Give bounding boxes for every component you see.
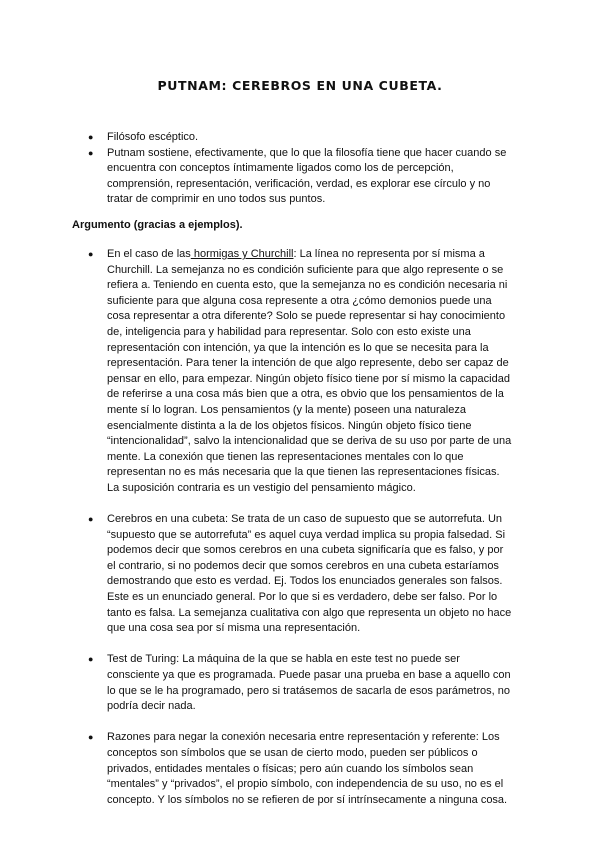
bullet-icon: ●: [88, 147, 94, 158]
bullet-icon: ●: [88, 732, 94, 743]
list-item: [0, 130, 600, 146]
list-item-text: Razones para negar la conexión necesaria entre representación y referente: Los conceptos son símbolos que se usan de cierto modo, pueden ser públicos o privados, entidades mentales o físicas; pero aún cuando los símbolos sean “mentales” y “privados”, el propio símbolo, con independencia de su uso, no es el concepto. Y los símbolos no se refieren de por sí intrínsecamente a ninguna cosa.: [107, 731, 508, 806]
list-item-text: Filósofo escéptico.: [107, 131, 199, 143]
list-item: [0, 652, 600, 714]
bullet-icon: ●: [88, 132, 94, 142]
list-item: [0, 512, 600, 637]
bullet-icon: ●: [88, 249, 94, 259]
bullet-icon: ●: [88, 514, 94, 525]
list-item: [0, 146, 600, 208]
section-heading: Argumento (gracias a ejemplos).: [72, 219, 243, 231]
list-item: [0, 247, 600, 497]
list-item-text: Putnam sostiene, efectivamente, que lo que la filosofía tiene que hacer cuando se encuentra con conceptos íntimamente ligados como los de percepción, comprensión, representación, verificación, verdad, es explorar ese círculo y no tratar de comprimir en uno todos sus puntos.: [107, 146, 507, 206]
list-item-text: : La línea no representa por sí misma a Churchill. La semejanza no es condición suficiente para que algo represente o se refiera a. Teniendo en cuenta esto, que la semejanza no es condición necesaria ni suficiente para que alguna cosa represente a otra ¿cómo demonios puede una cosa representar a otra diferente? Solo se puede representar si hay conocimiento de, inteligencia para y habilidad para representar. Solo con esto existe una representación con intención, ya que la intención es lo que se necesita para la representación. Para tener la intención de que algo represente, debo ser capaz de pensar en ello, para empezar. Ningún objeto físico tiene por sí mismo la capacidad de referirse a una cosa más bien que a otra, es obvio que los pensamientos de la mente sí lo logran. Los pensamientos (y la mente) poseen una naturaleza esencialmente distinta a la de los objetos físicos. Ningún objeto físico tiene “intencionalidad”, salvo la intencionalidad que se deriva de su uso por parte de una mente. La conexión que tienen las representaciones mentales con lo que representan no es más necesaria que la que tienen las representaciones físicas. La suposición contraria es un vestigio del pensamiento mágico.: [107, 248, 512, 494]
page-title: PUTNAM: CEREBROS EN UNA CUBETA.: [157, 78, 443, 93]
list-item-text: Cerebros en una cubeta: Se trata de un caso de supuesto que se autorrefuta. Un “supuesto que se autorrefuta” es aquel cuya verdad implica su propia falsedad. Si podemos decir que somos cerebros en una cubeta significaría que es falso, y por el contrario, si no podemos decir que somos cerebros en una cubeta estaríamos demostrando que esto es verdad. Ej. Todos los enunciados generales son falsos. Este es un enunciado general. Por lo que si es verdadero, debe ser falso. Por lo tanto es falsa. La semejanza cualitativa con algo que representa un objeto no hace que una cosa sea por sí misma una representación.: [107, 513, 512, 635]
list-item: [0, 730, 600, 808]
list-item-text: Test de Turing: La máquina de la que se habla en este test no puede ser consciente ya que es programada. Puede pasar una prueba en base a aquello con lo que se le ha programado, pero si tratásemos de sacarla de esos parámetros, no podría decir nada.: [107, 653, 511, 713]
bullet-icon: ●: [88, 654, 94, 665]
list-item-text: En el caso de las: [107, 248, 191, 260]
intro-list: [0, 130, 600, 208]
argument-list: [0, 247, 600, 808]
hormigas-link[interactable]: hormigas y Churchill: [190, 248, 294, 260]
